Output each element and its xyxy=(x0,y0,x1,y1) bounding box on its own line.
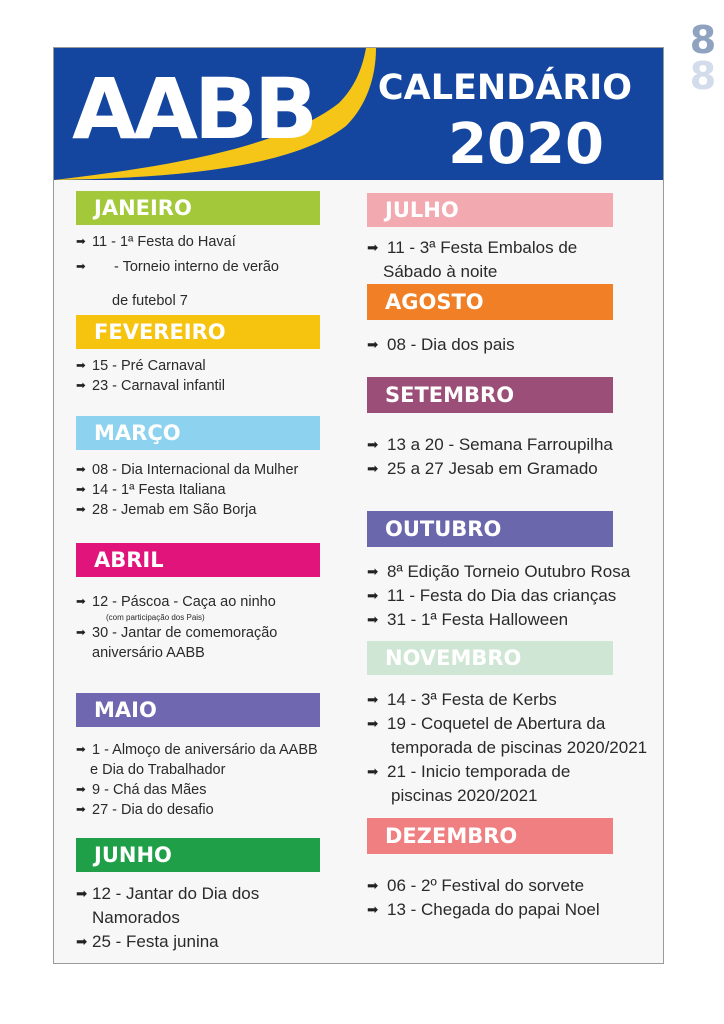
event-item: ➡ 31 - 1ª Festa Halloween xyxy=(367,608,630,632)
event-item: ➡ 25 - Festa junina xyxy=(76,930,259,954)
events-junho xyxy=(76,882,259,954)
arrow-right-icon: ➡ xyxy=(367,564,379,579)
month-header-outubro: OUTUBRO xyxy=(367,511,613,547)
events-setembro xyxy=(367,433,613,481)
arrow-right-icon: ➡ xyxy=(367,692,379,707)
arrow-right-icon: ➡ xyxy=(367,588,379,603)
events-janeiro xyxy=(76,232,279,311)
arrow-right-icon: ➡ xyxy=(76,934,88,949)
month-header-junho: JUNHO xyxy=(76,838,320,872)
event-item: ➡ 14 - 3ª Festa de Kerbs xyxy=(367,688,647,712)
page-number-shadow: 8 xyxy=(689,54,717,98)
event-item: ➡ 06 - 2º Festival do sorvete xyxy=(367,874,600,898)
event-note: (com participação dos Pais) xyxy=(106,613,205,622)
event-item: ➡ 14 - 1ª Festa Italiana xyxy=(76,482,226,498)
arrow-right-icon: ➡ xyxy=(76,359,86,372)
month-header-julho: JULHO xyxy=(367,193,613,227)
arrow-right-icon: ➡ xyxy=(76,803,86,816)
arrow-right-icon: ➡ xyxy=(367,240,379,255)
event-item: ➡ 23 - Carnaval infantil xyxy=(76,378,225,394)
arrow-right-icon: ➡ xyxy=(367,612,379,627)
event-item: ➡ 30 - Jantar de comemoração aniversário AABB xyxy=(76,625,278,661)
events-outubro xyxy=(367,560,630,632)
calendar-title: CALENDÁRIO xyxy=(377,68,633,108)
event-item: ➡ 19 - Coquetel de Abertura da temporada de piscinas 2020/2021 xyxy=(367,712,647,760)
event-item: ➡ 13 a 20 - Semana Farroupilha xyxy=(367,433,613,457)
event-item: ➡ 12 - Jantar do Dia dos Namorados xyxy=(76,882,259,930)
month-header-abril: ABRIL xyxy=(76,543,320,577)
events-fevereiro xyxy=(76,356,225,396)
arrow-right-icon: ➡ xyxy=(367,764,379,779)
month-header-marco: MARÇO xyxy=(76,416,320,450)
event-item: ➡ 9 - Chá das Mães xyxy=(76,782,207,798)
events-dezembro xyxy=(367,874,600,922)
arrow-right-icon: ➡ xyxy=(76,886,88,901)
arrow-right-icon: ➡ xyxy=(76,503,86,516)
arrow-right-icon: ➡ xyxy=(76,260,86,273)
events-julho xyxy=(367,236,577,284)
arrow-right-icon: ➡ xyxy=(76,235,86,248)
month-header-dezembro: DEZEMBRO xyxy=(367,818,613,854)
arrow-right-icon: ➡ xyxy=(76,379,86,392)
event-item: ➡ 8ª Edição Torneio Outubro Rosa xyxy=(367,560,630,584)
event-continuation: Sábado à noite xyxy=(383,262,498,281)
event-item: ➡ 28 - Jemab em São Borja xyxy=(76,502,257,518)
arrow-right-icon: ➡ xyxy=(367,461,379,476)
event-item: ➡ 11 - 1ª Festa do Havaí xyxy=(76,234,236,250)
month-header-setembro: SETEMBRO xyxy=(367,377,613,413)
arrow-right-icon: ➡ xyxy=(76,463,86,476)
event-continuation: piscinas 2020/2021 xyxy=(391,786,538,805)
event-item: ➡ 11 - 3ª Festa Embalos de Sábado à noite xyxy=(367,236,577,284)
arrow-right-icon: ➡ xyxy=(76,743,86,756)
event-continuation: aniversário AABB xyxy=(92,645,205,661)
arrow-right-icon: ➡ xyxy=(367,902,379,917)
month-header-fevereiro: FEVEREIRO xyxy=(76,315,320,349)
arrow-right-icon: ➡ xyxy=(76,483,86,496)
event-item-continuation: e Dia do Trabalhador xyxy=(90,762,226,778)
event-item: ➡ 12 - Páscoa - Caça ao ninho (com participação dos Pais) xyxy=(76,594,276,622)
events-agosto xyxy=(367,333,515,357)
month-header-janeiro: JANEIRO xyxy=(76,191,320,225)
month-header-agosto: AGOSTO xyxy=(367,284,613,320)
events-novembro xyxy=(367,688,647,808)
event-item: ➡ 08 - Dia Internacional da Mulher xyxy=(76,462,299,478)
calendar-header xyxy=(54,48,664,180)
events-marco xyxy=(76,460,298,520)
calendar-year: 2020 xyxy=(448,112,604,177)
event-item: ➡ 08 - Dia dos pais xyxy=(367,333,515,357)
event-item-continuation: de futebol 7 xyxy=(112,293,188,309)
event-item: ➡ 21 - Inicio temporada de piscinas 2020/2021 xyxy=(367,760,647,808)
event-item: ➡ 11 - Festa do Dia das crianças xyxy=(367,584,630,608)
calendar-sheet xyxy=(53,47,664,964)
arrow-right-icon: ➡ xyxy=(367,437,379,452)
events-abril xyxy=(76,592,277,663)
event-item: ➡ 25 a 27 Jesab em Gramado xyxy=(367,457,613,481)
event-item: ➡ 13 - Chegada do papai Noel xyxy=(367,898,600,922)
arrow-right-icon: ➡ xyxy=(76,595,86,608)
arrow-right-icon: ➡ xyxy=(367,878,379,893)
event-item: ➡ - Torneio interno de verão xyxy=(76,259,279,275)
events-maio xyxy=(76,740,318,820)
month-header-novembro: NOVEMBRO xyxy=(367,641,613,675)
month-header-maio: MAIO xyxy=(76,693,320,727)
arrow-right-icon: ➡ xyxy=(367,337,379,352)
page-number-text: 8 xyxy=(689,18,717,62)
event-item: ➡ 1 - Almoço de aniversário da AABB xyxy=(76,742,318,758)
event-continuation: temporada de piscinas 2020/2021 xyxy=(391,738,648,757)
arrow-right-icon: ➡ xyxy=(76,626,86,639)
arrow-right-icon: ➡ xyxy=(76,783,86,796)
arrow-right-icon: ➡ xyxy=(367,716,379,731)
event-item: ➡ 27 - Dia do desafio xyxy=(76,802,214,818)
event-item: ➡ 15 - Pré Carnaval xyxy=(76,358,206,374)
aabb-logo: AABB xyxy=(72,60,315,158)
event-continuation: Namorados xyxy=(92,908,180,927)
page-number xyxy=(688,18,718,98)
